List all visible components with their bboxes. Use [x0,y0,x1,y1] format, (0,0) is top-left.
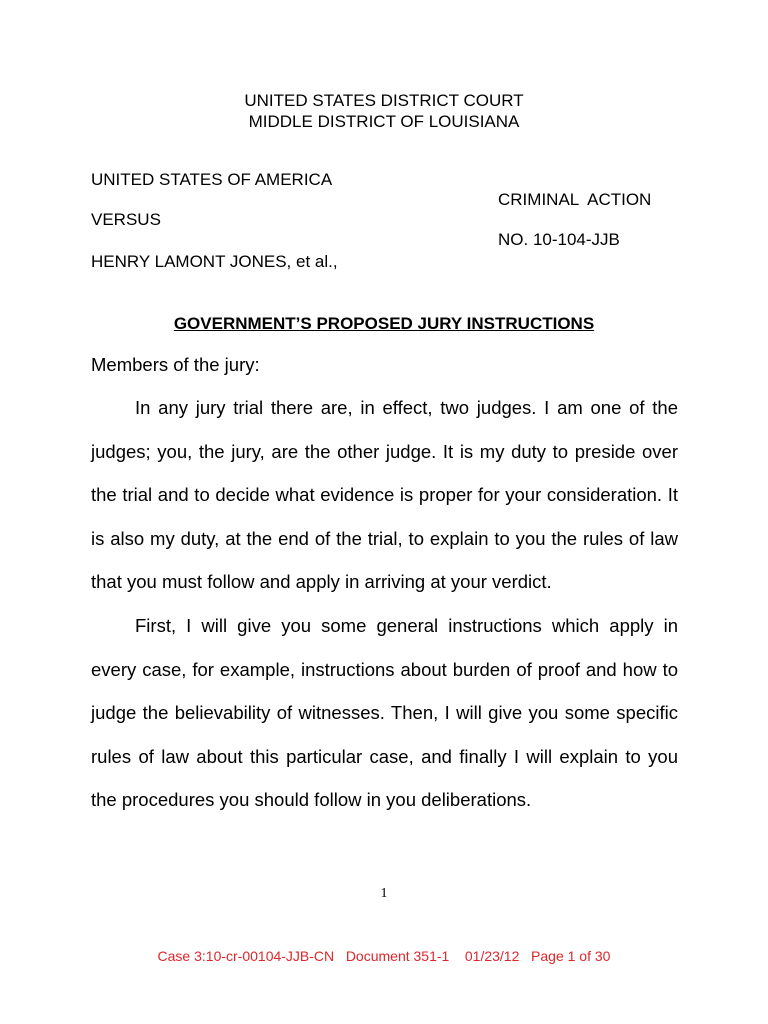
salutation: Members of the jury: [91,354,260,375]
action-type: CRIMINAL ACTION [498,190,652,209]
court-header [0,90,768,132]
court-district: MIDDLE DISTRICT OF LOUISIANA [248,112,520,131]
versus-label: VERSUS [91,210,161,229]
case-filing-stamp: Case 3:10-cr-00104-JJB-CN Document 351-1 01/23/12 Page 1 of 30 [157,948,611,964]
plaintiff-name: UNITED STATES OF AMERICA [91,170,333,189]
document-title: GOVERNMENT’S PROPOSED JURY INSTRUCTIONS [173,314,595,333]
court-name: UNITED STATES DISTRICT COURT [244,91,524,110]
instructions-body [91,386,678,822]
case-number: NO. 10-104-JJB [498,230,620,249]
page-number: 1 [380,886,388,901]
paragraph: First, I will give you some general instructions which apply in every case, for example, instructions about burden of proof and how to judge the believability of witnesses. Then, I will give you some specific rules of law about this particular case, and finally I will explain to you the procedures you should follow in you deliberations. [91,614,678,811]
defendant-name: HENRY LAMONT JONES, et al., [91,252,338,271]
paragraph: In any jury trial there are, in effect, two judges. I am one of the judges; you, the jury, are the other judge. It is my duty to preside over the trial and to decide what evidence is proper for your consideration. It is also my duty, at the end of the trial, to explain to you the rules of law that you must follow and apply in arriving at your verdict. [91,397,678,593]
